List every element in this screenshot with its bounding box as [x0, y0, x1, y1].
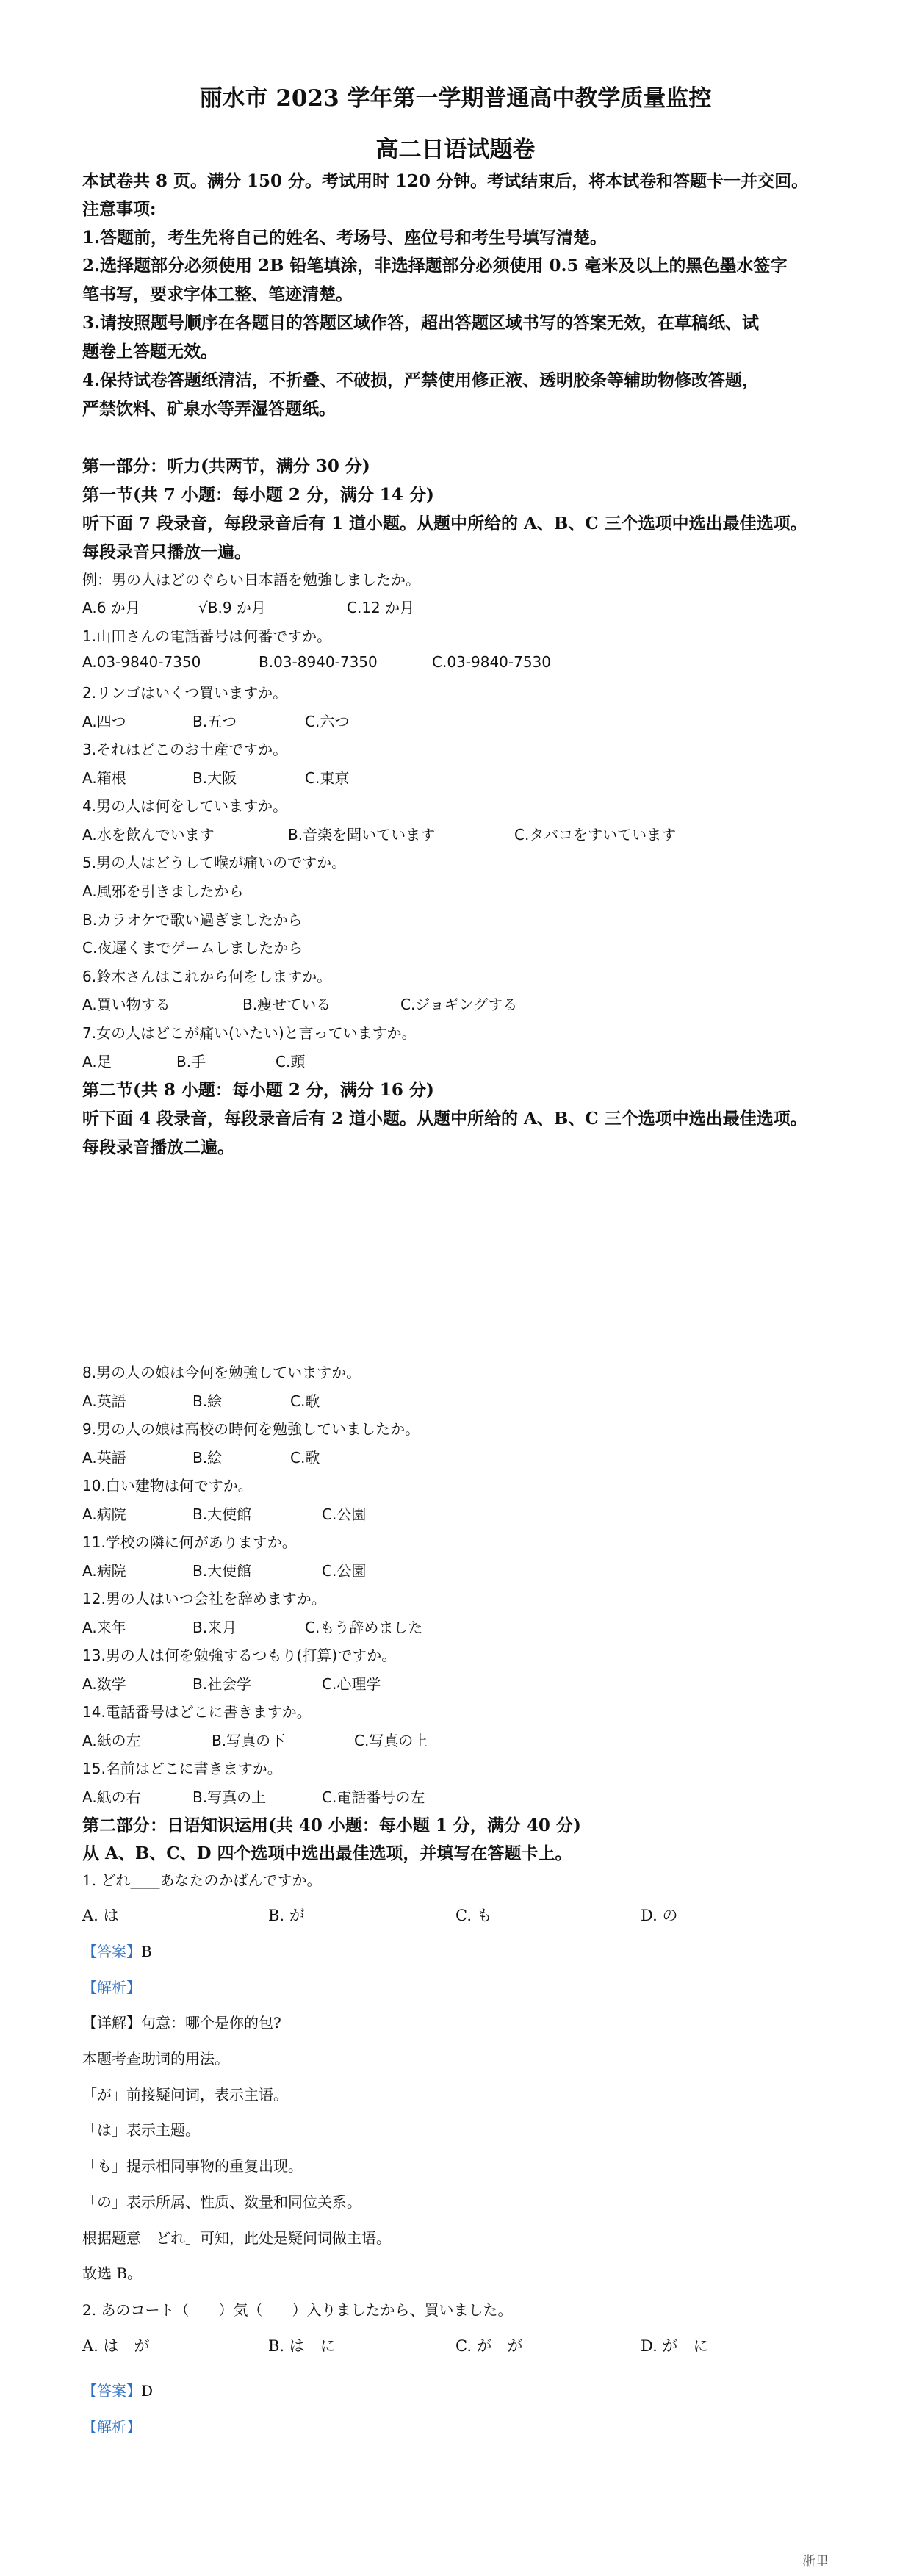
question-3-option-b: B.大阪: [192, 769, 237, 787]
detail-1: [82, 2011, 281, 2032]
footer-mark: 浙里: [802, 2554, 829, 2569]
question-11: 11.学校の隣に何がありますか。: [82, 1533, 297, 1551]
question-5: 5.男の人はどうして喉が痛いのですか。: [82, 854, 347, 871]
explain-line: 故选 B。: [82, 2264, 143, 2282]
intro-line: 注意事项:: [82, 199, 156, 219]
intro-line: 3.请按照题号顺序在各题目的答题区域作答，超出答题区域书写的答案无效，在草稿纸、试: [82, 313, 760, 333]
part2-heading: 第二部分：日语知识运用(共 40 小题：每小题 1 分，满分 40 分): [82, 1816, 581, 1835]
question-1-option-c: C.03-9840-7530: [432, 653, 552, 671]
part2-question-2-option-a: A. は が: [82, 2337, 150, 2355]
part2-question-1-option-d: D. の: [641, 1907, 678, 1924]
question-14-option-a: A.紙の左: [82, 1732, 141, 1749]
intro-line: 笔书写，要求字体工整、笔迹清楚。: [82, 284, 353, 304]
explain-line: 「の」表示所属、性质、数量和同位关系。: [82, 2193, 361, 2211]
question-15-option-a: A.紙の右: [82, 1788, 141, 1806]
question-6: 6.鈴木さんはこれから何をしますか。: [82, 968, 332, 985]
question-10-option-b: B.大使館: [192, 1505, 252, 1523]
question-5-option-c: C.夜遅くまでゲームしましたから: [82, 939, 303, 957]
page-title: 丽水市 2023 学年第一学期普通高中教学质量监控: [199, 85, 712, 112]
question-3-option-c: C.東京: [305, 769, 350, 787]
explain-line: 「も」提示相同事物的重复出现。: [82, 2157, 303, 2175]
question-2: 2.リンゴはいくつ買いますか。: [82, 684, 288, 702]
answer-2: [82, 2379, 153, 2400]
question-13-option-b: B.社会学: [192, 1675, 252, 1693]
question-4-option-a: A.水を飲んでいます: [82, 826, 215, 843]
question-11-option-a: A.病院: [82, 1562, 126, 1580]
question-14: 14.電話番号はどこに書きますか。: [82, 1703, 312, 1721]
question-9: 9.男の人の娘は高校の時何を勉強していましたか。: [82, 1420, 420, 1438]
question-8: 8.男の人の娘は今何を勉強していますか。: [82, 1364, 361, 1381]
question-2-option-b: B.五つ: [192, 713, 237, 730]
question-12-option-b: B.来月: [192, 1619, 237, 1636]
section2-instruction: 听下面 4 段录音，每段录音后有 2 道小题。从题中所给的 A、B、C 三个选项中选出最佳选项。: [82, 1109, 807, 1129]
intro-line: 4.保持试卷答题纸清洁，不折叠、不破损，严禁使用修正液、透明胶条等辅助物修改答题，: [82, 370, 760, 390]
question-14-option-b: B.写真の下: [212, 1732, 286, 1749]
detail-text: 句意：哪个是你的包?: [141, 2014, 281, 2032]
question-12: 12.男の人はいつ会社を辞めますか。: [82, 1590, 326, 1608]
question-9-option-c: C.歌: [290, 1449, 320, 1467]
answer-1: [82, 1940, 152, 1961]
question-2-option-a: A.四つ: [82, 713, 126, 730]
question-10-option-a: A.病院: [82, 1505, 126, 1523]
question-13: 13.男の人は何を勉強するつもり(打算)ですか。: [82, 1647, 397, 1664]
section2-heading: 第二节(共 8 小题：每小题 2 分，满分 16 分): [82, 1080, 434, 1100]
intro-line: 严禁饮料、矿泉水等弄湿答题纸。: [82, 399, 336, 419]
question-5-option-b: B.カラオケで歌い過ぎましたから: [82, 911, 303, 929]
section1-heading: 第一节(共 7 小题：每小题 2 分，满分 14 分): [82, 485, 434, 505]
explain-line: 根据题意「どれ」可知，此处是疑问词做主语。: [82, 2229, 391, 2247]
question-2-option-c: C.六つ: [305, 713, 350, 730]
question-6-option-c: C.ジョギングする: [400, 996, 518, 1013]
part2-question-1-option-c: C. も: [455, 1907, 492, 1924]
question-9-option-a: A.英語: [82, 1449, 126, 1467]
question-10: 10.白い建物は何ですか。: [82, 1477, 253, 1494]
question-6-option-b: B.痩せている: [242, 996, 331, 1013]
question-15-option-c: C.電話番号の左: [322, 1788, 425, 1806]
question-3: 3.それはどこのお土産ですか。: [82, 741, 288, 758]
detail-label: 【详解】: [82, 2014, 141, 2032]
intro-line: 本试卷共 8 页。满分 150 分。考试用时 120 分钟。考试结束后，将本试卷和答题卡一并交回。: [82, 171, 809, 191]
section2-instruction: 每段录音播放二遍。: [82, 1137, 234, 1157]
example-question: 例：男の人はどのぐらい日本語を勉強しましたか。: [82, 571, 420, 589]
part1-heading: 第一部分：听力(共两节，满分 30 分): [82, 456, 370, 476]
part2-question-1-option-a: A. は: [82, 1907, 119, 1924]
explain-line: 「が」前接疑问词，表示主语。: [82, 2086, 288, 2104]
question-15: 15.名前はどこに書きますか。: [82, 1760, 282, 1777]
question-7-option-b: B.手: [176, 1053, 206, 1071]
question-8-option-a: A.英語: [82, 1392, 126, 1410]
analysis-label: 【解析】: [82, 1979, 141, 1996]
question-14-option-c: C.写真の上: [354, 1732, 428, 1749]
part2-question-1: 1. どれ____あなたのかばんですか。: [82, 1871, 322, 1889]
example-option-a: A.6 か月: [82, 599, 140, 616]
question-7-option-a: A.足: [82, 1053, 112, 1071]
question-1: 1.山田さんの電話番号は何番ですか。: [82, 627, 332, 645]
question-3-option-a: A.箱根: [82, 769, 126, 787]
question-6-option-a: A.買い物する: [82, 996, 170, 1013]
example-option-c: C.12 か月: [347, 599, 415, 616]
question-5-option-a: A.風邪を引きましたから: [82, 882, 244, 900]
answer-value: D: [141, 2382, 154, 2400]
intro-line: 1.答题前，考生先将自己的姓名、考场号、座位号和考生号填写清楚。: [82, 228, 608, 248]
section1-instruction: 每段录音只播放一遍。: [82, 542, 251, 562]
question-9-option-b: B.絵: [192, 1449, 223, 1467]
explain-line: 本题考查助词的用法。: [82, 2050, 229, 2068]
example-option-b: √B.9 か月: [198, 599, 266, 616]
question-1-option-a: A.03-9840-7350: [82, 653, 201, 671]
question-11-option-c: C.公園: [322, 1562, 367, 1580]
question-13-option-a: A.数学: [82, 1675, 126, 1693]
question-12-option-c: C.もう辞めました: [305, 1619, 423, 1636]
answer-label: 【答案】: [82, 1943, 141, 1960]
question-7: 7.女の人はどこが痛い(いたい)と言っていますか。: [82, 1024, 417, 1042]
question-4-option-c: C.タバコをすいています: [514, 826, 677, 843]
question-1-option-b: B.03-8940-7350: [259, 653, 378, 671]
explain-line: 「は」表示主题。: [82, 2121, 200, 2139]
page-subtitle: 高二日语试题卷: [375, 137, 536, 163]
part2-question-2: 2. あのコート（ ）気（ ）入りましたから、買いました。: [82, 2301, 513, 2319]
question-11-option-b: B.大使館: [192, 1562, 252, 1580]
question-8-option-c: C.歌: [290, 1392, 320, 1410]
question-4-option-b: B.音楽を聞いています: [288, 826, 436, 843]
question-10-option-c: C.公園: [322, 1505, 367, 1523]
answer-value: B: [141, 1943, 152, 1960]
question-8-option-b: B.絵: [192, 1392, 223, 1410]
intro-line: 2.选择题部分必须使用 2B 铅笔填涂，非选择题部分必须使用 0.5 毫米及以上的黑色墨水签字: [82, 256, 788, 276]
part2-question-1-option-b: B. が: [268, 1907, 305, 1924]
part2-question-2-option-c: C. が が: [455, 2337, 523, 2355]
part2-question-2-option-b: B. は に: [268, 2337, 336, 2355]
section1-instruction: 听下面 7 段录音，每段录音后有 1 道小题。从题中所给的 A、B、C 三个选项中选出最佳选项。: [82, 514, 807, 533]
question-13-option-c: C.心理学: [322, 1675, 381, 1693]
part2-question-2-option-d: D. が に: [641, 2337, 709, 2355]
part2-instruction: 从 A、B、C、D 四个选项中选出最佳选项，并填写在答题卡上。: [82, 1843, 572, 1863]
question-4: 4.男の人は何をしていますか。: [82, 797, 288, 815]
analysis-label: 【解析】: [82, 2418, 141, 2436]
answer-label: 【答案】: [82, 2382, 141, 2400]
question-15-option-b: B.写真の上: [192, 1788, 267, 1806]
intro-line: 题卷上答题无效。: [82, 342, 217, 361]
question-12-option-a: A.来年: [82, 1619, 126, 1636]
question-7-option-c: C.頭: [276, 1053, 306, 1071]
